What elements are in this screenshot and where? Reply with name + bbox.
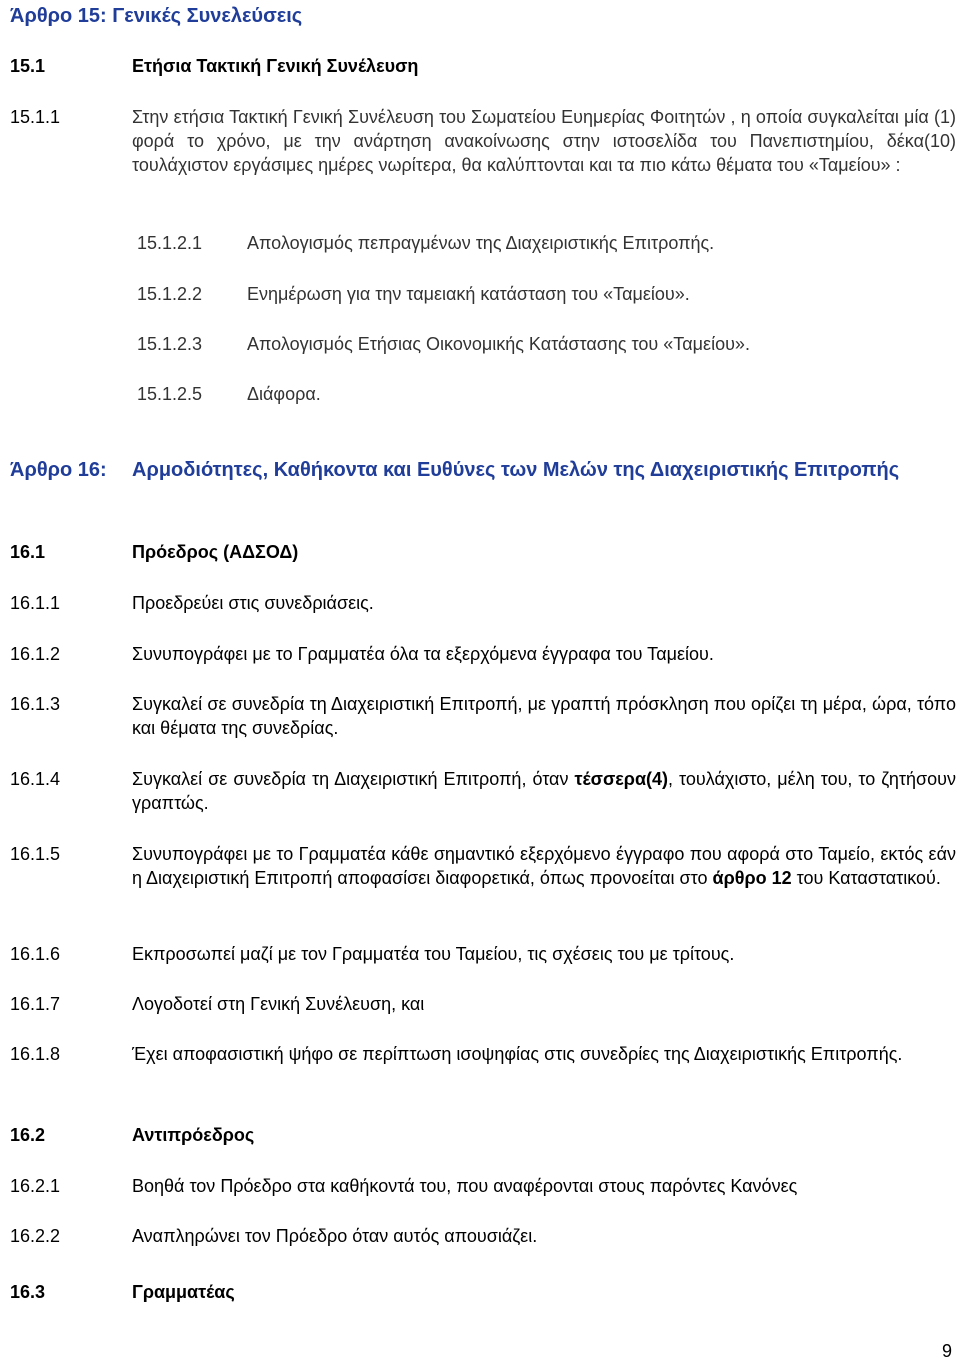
list-item: 16.1.6 Εκπροσωπεί μαζί με τον Γραμματέα του Ταμείου, τις σχέσεις του με τρίτους.	[10, 944, 735, 964]
list-item: 16.1.2 Συνυπογράφει με το Γραμματέα όλα τα εξερχόμενα έγγραφα του Ταμείου.	[10, 644, 714, 664]
article-15-heading: Άρθρο 15: Γενικές Συνελεύσεις	[10, 5, 303, 27]
page-number: 9	[941, 1341, 952, 1361]
list-item: 16.2.1 Βοηθά τον Πρόεδρο στα καθήκοντά του, που αναφέρονται στους παρόντες Κανόνες	[10, 1176, 798, 1196]
list-item: 15.1.2.5 Διάφορα.	[137, 384, 321, 404]
list-item: 16.2.2 Αναπληρώνει τον Πρόεδρο όταν αυτός απουσιάζει.	[10, 1226, 538, 1246]
paragraph-text: Στην ετήσια Τακτική Γενική Συνέλευση του Σωματείου Ευημερίας Φοιτητών , η οποία συγκαλείται μία (1) φορά το χρόνο, με την ανάρτηση ανακοίνωσης στην ιστοσελίδα του Πανεπιστημίου, δέκα(10) τουλάχιστον εργάσιμες ημέρες νωρίτερα, θα καλύπτονται και τα πιο κάτω θέματα του «Ταμείου» :	[132, 107, 956, 175]
section-16-1: 16.1 Πρόεδρος (ΑΔΣΟΔ)	[10, 542, 299, 562]
list-item: 15.1.2.1 Απολογισμός πεπραγμένων της Διαχειριστικής Επιτροπής.	[137, 233, 715, 253]
article-number: Άρθρο 16:	[10, 459, 107, 481]
section-15-1	[10, 54, 956, 78]
emphasis: άρθρο 12	[712, 868, 792, 888]
emphasis: τέσσερα(4)	[574, 769, 669, 789]
list-item: 16.1.1 Προεδρεύει στις συνεδριάσεις.	[10, 593, 374, 613]
list-item: 15.1.2.3 Απολογισμός Ετήσιας Οικονομικής Κατάστασης του «Ταμείου».	[137, 334, 750, 354]
article-16-heading	[10, 456, 956, 484]
paragraph-number: 15.1.1	[10, 107, 61, 127]
section-number: 15.1	[10, 56, 46, 76]
list-item: 16.1.7 Λογοδοτεί στη Γενική Συνέλευση, και	[10, 994, 425, 1014]
paragraph-15-1-1	[10, 105, 956, 177]
list-item: 16.1.3 Συγκαλεί σε συνεδρία τη Διαχειριστική Επιτροπή, με γραπτή πρόσκληση που ορίζει τη μέρα, ώρα, τόπο και θέματα της συνεδρίας.	[10, 694, 956, 738]
list-item: 16.1.4 Συγκαλεί σε συνεδρία τη Διαχειριστική Επιτροπή, όταν τέσσερα(4), τουλάχιστο, μέλη του, το ζητήσουν γραπτώς.	[10, 769, 957, 813]
list-item: 16.1.8 Έχει αποφασιστική ψήφο σε περίπτωση ισοψηφίας στις συνεδρίες της Διαχειριστικής Επιτροπής.	[10, 1044, 903, 1064]
list-item: 15.1.2.2 Ενημέρωση για την ταμειακή κατάσταση του «Ταμείου».	[137, 284, 690, 304]
section-title: Ετήσια Τακτική Γενική Συνέλευση	[132, 56, 419, 76]
section-16-2: 16.2 Αντιπρόεδρος	[10, 1125, 255, 1145]
list-item: 16.1.5 Συνυπογράφει με το Γραμματέα κάθε σημαντικό εξερχόμενο έγγραφο που αφορά στο Ταμείο, εκτός εάν η Διαχειριστική Επιτροπή αποφασίσει διαφορετικά, όπως προνοείται στο άρθρο 12 του Καταστατικού.	[10, 844, 956, 888]
section-16-3: 16.3 Γραμματέας	[10, 1282, 235, 1302]
article-title: Αρμοδιότητες, Καθήκοντα και Ευθύνες των Μελών της Διαχειριστικής Επιτροπής	[132, 459, 900, 481]
